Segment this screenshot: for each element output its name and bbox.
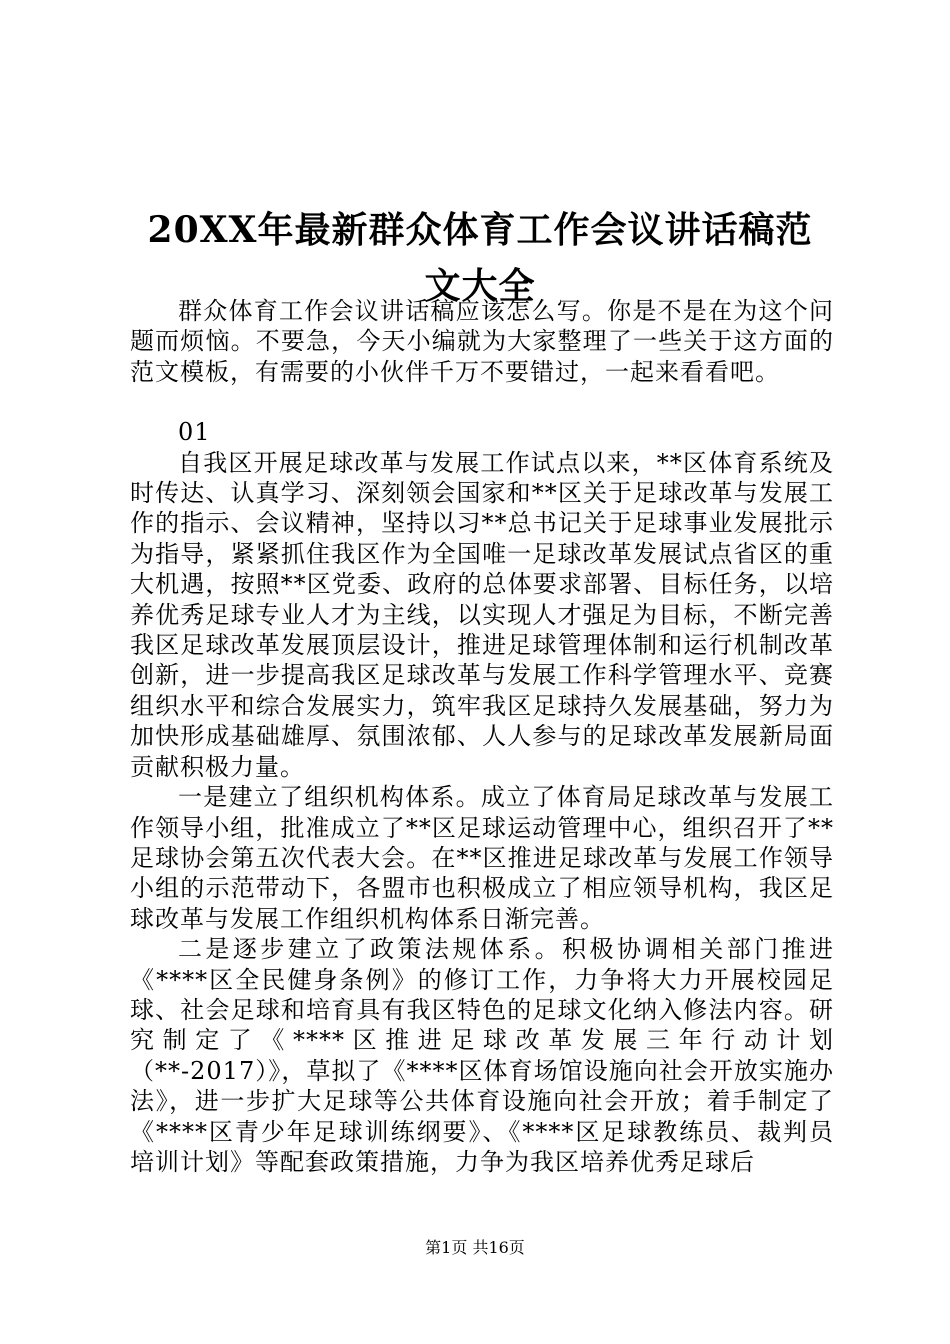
document-title: 20XX年最新群众体育工作会议讲话稿范文大全 bbox=[147, 209, 813, 308]
intro-paragraph: 群众体育工作会议讲话稿应该怎么写。你是不是在为这个问题而烦恼。不要急，今天小编就为大家整理了一些关于这方面的范文模板，有需要的小伙伴千万不要错过，一起来看看吧。 bbox=[130, 297, 834, 386]
body-paragraph-2: 一是建立了组织机构体系。成立了体育局足球改革与发展工作领导小组，批准成立了**区足球运动管理中心，组织召开了**足球协会第五次代表大会。在**区推进足球改革与发展工作领导小组的示范带动下，各盟市也积极成立了相应领导机构，我区足球改革与发展工作组织机构体系日渐完善。 bbox=[130, 783, 834, 933]
page-footer: 第1页 共16页 bbox=[425, 1238, 525, 1257]
body-paragraph-3: 二是逐步建立了政策法规体系。积极协调相关部门推进《****区全民健身条例》的修订工作，力争将大力开展校园足球、社会足球和培育具有我区特色的足球文化纳入修法内容。研究制定了《****区推进足球改革发展三年行动计划（**-2017）》，草拟了《****区体育场馆设施向社会开放实施办法》，进一步扩大足球等公共体育设施向社会开放；着手制定了《****区青少年足球训练纲要》、《****区足球教练员、裁判员培训计划》等配套政策措施，力争为我区培养优秀足球后 bbox=[130, 935, 834, 1176]
body-paragraph-1: 自我区开展足球改革与发展工作试点以来，**区体育系统及时传达、认真学习、深刻领会国家和**区关于足球改革与发展工作的指示、会议精神，坚持以习**总书记关于足球事业发展批示为指导，紧紧抓住我区作为全国唯一足球改革发展试点省区的重大机遇，按照**区党委、政府的总体要求部署、目标任务，以培养优秀足球专业人才为主线，以实现人才强足为目标，不断完善我区足球改革发展顶层设计，推进足球管理体制和运行机制改革创新，进一步提高我区足球改革与发展工作科学管理水平、竞赛组织水平和综合发展实力，筑牢我区足球持久发展基础，努力为加快形成基础雄厚、氛围浓郁、人人参与的足球改革发展新局面贡献积极力量。 bbox=[130, 448, 834, 781]
section-number: 01 bbox=[178, 418, 211, 447]
document-body bbox=[130, 296, 834, 1177]
